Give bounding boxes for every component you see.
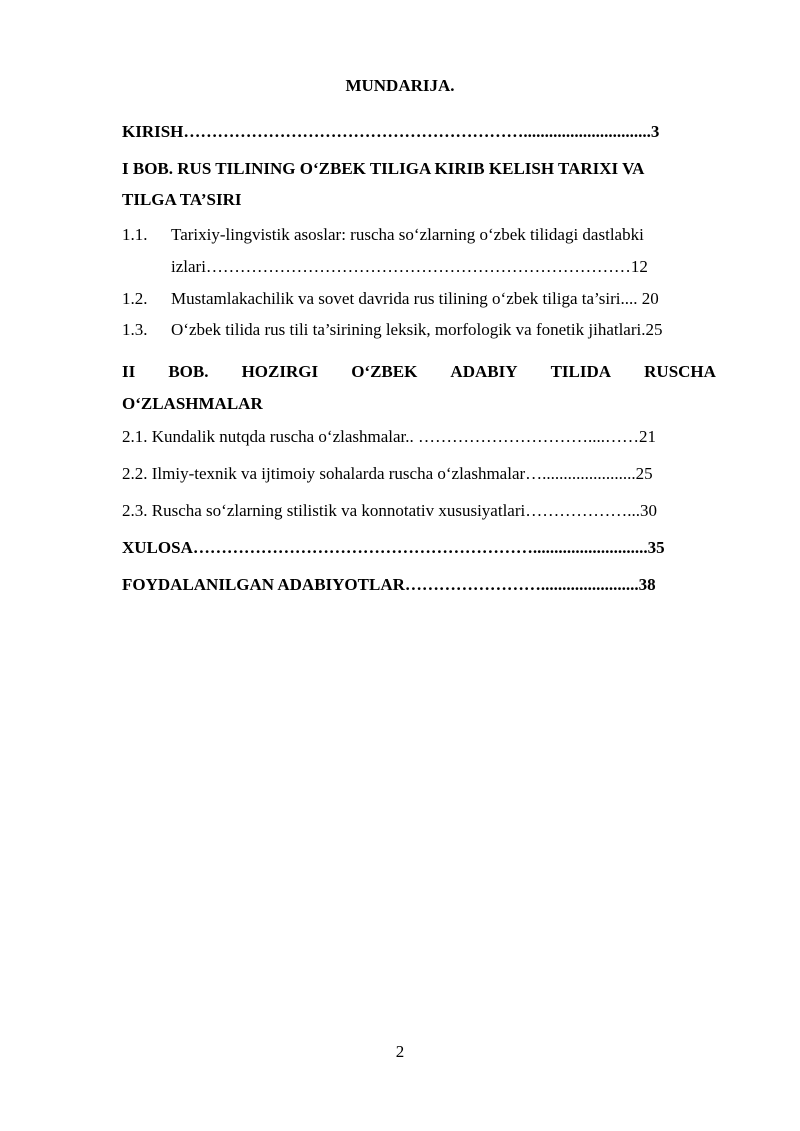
section-title: Tarixiy-lingvistik asoslar: ruscha so‘zlarning o‘zbek tilidagi dastlabki bbox=[171, 225, 644, 244]
toc-chapter-1-line-1[interactable]: I BOB. RUS TILINING O‘ZBEK TILIGA KIRIB KELISH TARIXI VA bbox=[122, 159, 645, 178]
toc-entry-xulosa[interactable]: XULOSA……………………………………………………...........................35 bbox=[122, 538, 665, 557]
toc-section-2-1[interactable]: 2.1. Kundalik nutqda ruscha o‘zlashmalar.. …………………………....……21 bbox=[122, 427, 657, 446]
chapter-word: RUSCHA bbox=[644, 362, 716, 381]
toc-chapter-1-line-2[interactable]: TILGA TA’SIRI bbox=[122, 190, 242, 209]
toc-entry-kirish[interactable]: KIRISH……………………………………………………..............................3 bbox=[122, 122, 660, 141]
section-title: Mustamlakachilik va sovet davrida rus tilining o‘zbek tiliga ta’siri.... 20 bbox=[171, 289, 659, 308]
toc-chapter-2-line-2[interactable]: O‘ZLASHMALAR bbox=[122, 394, 263, 413]
chapter-word: ADABIY bbox=[450, 362, 518, 381]
toc-entry-adabiyotlar[interactable]: FOYDALANILGAN ADABIYOTLAR…………………….......................38 bbox=[122, 575, 656, 594]
toc-section-1-3[interactable] bbox=[122, 320, 663, 340]
toc-section-2-2[interactable]: 2.2. Ilmiy-texnik va ijtimoiy sohalarda ruscha o‘zlashmalar…......................25 bbox=[122, 464, 653, 483]
toc-section-1-1-continued[interactable]: izlari…………………………………………………………………12 bbox=[171, 257, 648, 276]
section-number: 1.1. bbox=[122, 225, 148, 244]
toc-section-1-1[interactable] bbox=[122, 225, 644, 245]
page-title: MUNDARIJA. bbox=[345, 76, 455, 95]
chapter-word: TILIDA bbox=[550, 362, 612, 381]
chapter-word: HOZIRGI bbox=[241, 362, 319, 381]
chapter-word: O‘ZBEK bbox=[351, 362, 418, 381]
section-title: O‘zbek tilida rus tili ta’sirining leksik, morfologik va fonetik jihatlari.25 bbox=[171, 320, 663, 339]
toc-section-2-3[interactable]: 2.3. Ruscha so‘zlarning stilistik va konnotativ xususiyatlari………………...30 bbox=[122, 501, 657, 520]
toc-section-1-2[interactable] bbox=[122, 289, 659, 309]
page-number: 2 bbox=[395, 1042, 405, 1061]
section-number: 1.2. bbox=[122, 289, 148, 308]
section-number: 1.3. bbox=[122, 320, 148, 339]
chapter-word: II bbox=[122, 362, 136, 381]
chapter-word: BOB. bbox=[168, 362, 209, 381]
toc-chapter-2-line-1[interactable] bbox=[122, 362, 716, 382]
